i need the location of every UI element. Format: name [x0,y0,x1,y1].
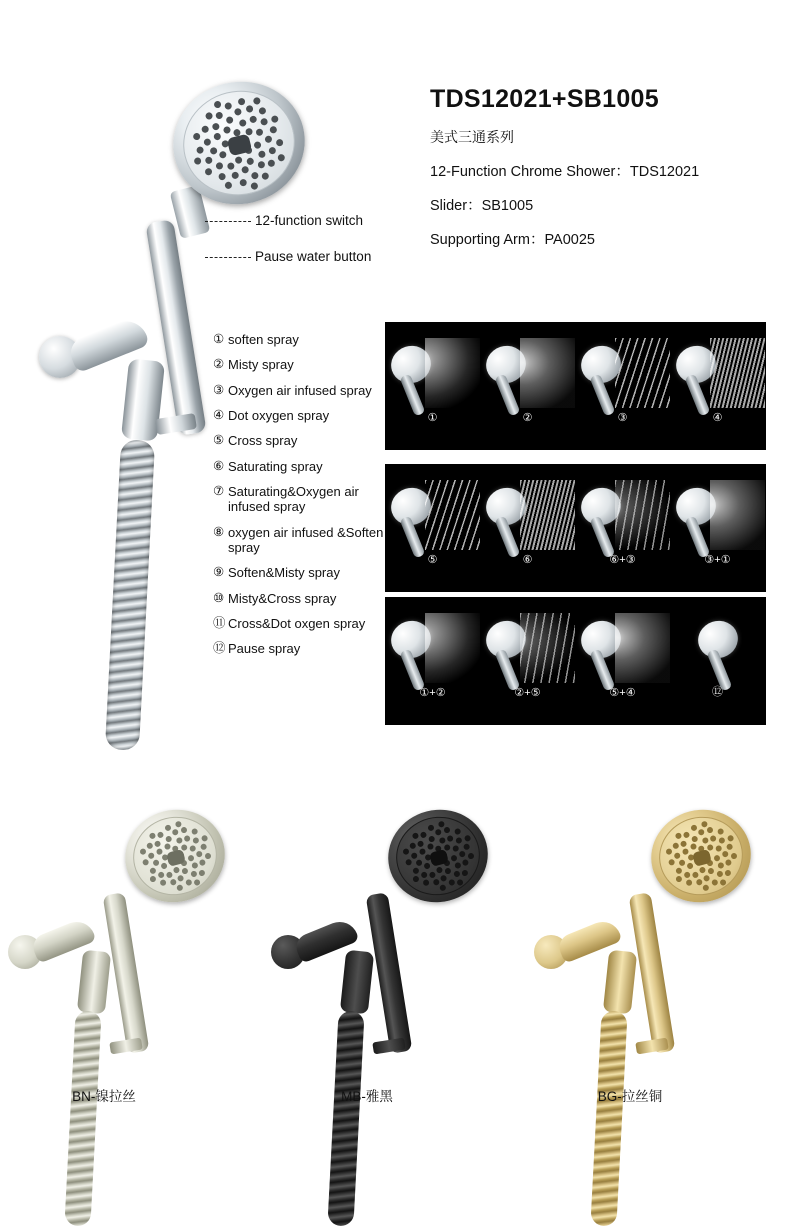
function-label: Dot oxygen spray [228,407,330,423]
function-label: Saturating&Oxygen air infused spray [228,483,359,515]
spray-demo-label: ① [427,412,438,424]
function-number: ⑨ [213,565,225,580]
shower-hose [105,439,155,750]
function-label: Cross&Dot oxgen spray [228,615,366,631]
function-number: ⑪ [213,615,226,630]
shower-hose [64,1010,101,1226]
list-item [213,383,403,398]
list-item [213,641,403,656]
spray-demo-row-1 [385,322,766,450]
function-number: ⑫ [213,641,226,656]
list-item [213,459,403,474]
function-label: Misty&Cross spray [228,590,337,606]
function-number: ⑤ [213,433,225,448]
callout-pause-label: Pause water button [255,249,372,264]
callout-switch-label: 12-function switch [255,213,364,228]
shower-handle [629,892,676,1053]
spray-pattern [615,480,670,550]
spray-pattern [520,338,575,408]
spray-demo-label: ② [522,412,533,424]
spray-pattern [615,338,670,408]
list-item [213,616,403,631]
function-number: ⑥ [213,458,225,473]
list-item [213,433,403,448]
slider-bracket [603,950,637,1015]
spray-pattern [520,613,575,683]
callout-leader-line [205,257,251,258]
spray-demo-cell [575,322,670,427]
spray-pattern [710,338,765,408]
shower-hose [327,1010,364,1226]
function-number: ⑦ [213,483,225,498]
list-item [213,408,403,423]
product-header [430,85,780,249]
spray-demo-label: ③ [617,412,628,424]
finish-option-mb[interactable] [263,775,526,1215]
finish-option-bg[interactable] [526,775,789,1215]
spray-demo-label: ⑫ [712,686,723,698]
shower-head [115,799,234,912]
function-label: Saturating spray [228,458,323,474]
spray-demo-cell [670,597,765,702]
list-item [213,332,403,347]
spray-pattern [520,480,575,550]
function-label: Misty spray [228,357,294,373]
spray-demo-label: ①+② [419,687,446,699]
finish-label-bn: BN-镍拉丝 [72,1089,136,1104]
function-number: ③ [213,382,225,397]
spec-slider: Slider：SB1005 [430,198,534,214]
spray-demo-cell [480,322,575,427]
spec-arm: Supporting Arm：PA0025 [430,232,595,248]
function-number: ④ [213,407,225,422]
callout-pause-water-button [205,249,371,264]
shower-handle [103,892,150,1053]
shower-face [172,79,306,207]
shower-face [125,808,225,904]
spray-pattern [425,480,480,550]
spray-demo-cell [480,597,575,702]
spray-demo-cell [670,464,765,569]
spray-demo-row-3 [385,597,766,725]
list-item [213,525,403,556]
spray-demo-label: ⑥ [522,554,533,566]
spray-demo-label: ⑤+④ [609,687,636,699]
page-title: TDS12021+SB1005 [430,85,659,113]
callout-leader-line [205,221,251,222]
function-number: ① [213,332,225,346]
function-number: ⑩ [213,590,225,605]
spray-pattern [710,480,765,550]
spray-demo-cell [670,322,765,427]
spec-shower: 12-Function Chrome Shower：TDS12021 [430,164,700,180]
spray-demo-label: ④ [712,412,723,424]
function-list [213,332,403,667]
shower-head [641,799,760,912]
function-label: oxygen air infused &Soften spray [228,524,384,555]
spray-demo-cell [385,597,480,702]
shower-face [651,808,751,904]
function-label: soften spray [228,332,299,347]
spray-pattern [425,338,480,408]
spray-demo-label: ⑤ [427,554,438,566]
function-label: Oxygen air infused spray [228,382,372,398]
slider-bracket [340,950,374,1015]
shower-face [388,808,488,904]
spray-demo-cell [385,464,480,569]
finish-options-section [0,775,790,1215]
finish-label-mb: MB-雅黑 [341,1089,393,1104]
spray-pattern [425,613,480,683]
function-label: Cross spray [228,433,298,449]
series-name-cn: 美式三通系列 [430,129,514,145]
finish-label-bg: BG-拉丝铜 [597,1089,663,1104]
spray-demo-label: ⑥+③ [609,554,636,566]
function-label: Soften&Misty spray [228,565,340,581]
list-item [213,357,403,372]
callout-12-function-switch [205,213,363,228]
function-number: ⑧ [213,524,225,539]
spray-demo-cell [575,464,670,569]
shower-hose [590,1010,627,1226]
list-item [213,565,403,580]
spray-demo-cell [575,597,670,702]
spray-demo-label: ②+⑤ [514,687,541,699]
function-number: ② [213,357,225,372]
finish-option-bn[interactable] [0,775,263,1215]
shower-handle [366,892,413,1053]
spray-pattern [615,613,670,683]
list-item [213,484,403,515]
shower-head [378,799,497,912]
spray-demo-label: ③+① [704,554,731,566]
spray-demo-row-2 [385,464,766,592]
spray-pattern [710,613,765,683]
function-label: Pause spray [228,641,301,657]
spray-demo-cell [385,322,480,427]
list-item [213,591,403,606]
spray-demo-cell [480,464,575,569]
slider-bracket [77,950,111,1015]
